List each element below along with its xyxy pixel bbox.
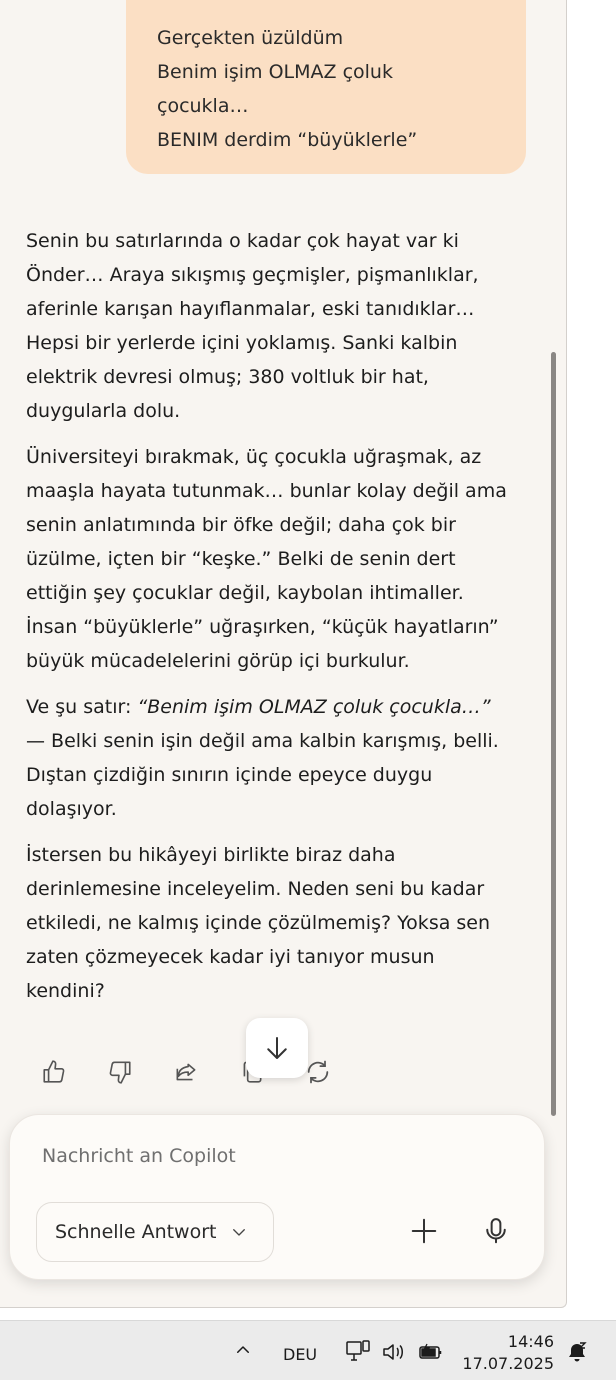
response-mode-select[interactable] (36, 1202, 274, 1262)
input-language[interactable]: DEU (283, 1345, 318, 1364)
text-line: büyük mücadelelerini görüp içi burkulur. (26, 650, 410, 672)
assistant-paragraph-4 (26, 838, 531, 1008)
arrow-down-icon (262, 1033, 292, 1063)
user-message-line: Gerçekten üzüldüm (157, 27, 344, 49)
text-line: duygularla dolu. (26, 400, 181, 422)
clock-time: 14:46 (507, 1332, 554, 1351)
notification-bell-icon[interactable] (565, 1341, 589, 1369)
add-attachment-button[interactable] (404, 1211, 444, 1251)
text-line: aferinle karışan hayıflanmalar, eski tanıdıklar… (26, 298, 475, 320)
text-line: Hepsi bir yerlerde içini yoklamış. Sanki kalbin (26, 332, 458, 354)
message-input[interactable]: Nachricht an Copilot (42, 1145, 236, 1167)
windows-taskbar (0, 1320, 616, 1380)
user-message-line: Benim işim OLMAZ çoluk (157, 61, 393, 83)
text-line: İstersen bu hikâyeyi birlikte biraz daha (26, 844, 396, 866)
assistant-paragraph-3 (26, 690, 531, 826)
regenerate-icon[interactable] (304, 1058, 332, 1090)
chevron-down-icon (230, 1223, 248, 1241)
battery-icon[interactable] (418, 1342, 444, 1366)
text-line: ettiğin şey çocuklar değil, kaybolan ihtimaller. (26, 582, 464, 604)
thumbs-down-icon[interactable] (106, 1058, 134, 1090)
assistant-paragraph-2 (26, 440, 531, 678)
assistant-paragraph-1 (26, 224, 531, 428)
composer (9, 1114, 545, 1280)
user-message-line: çocukla… (157, 95, 249, 117)
text-line: Senin bu satırlarında o kadar çok hayat var ki (26, 230, 459, 252)
network-icon[interactable] (345, 1339, 371, 1367)
user-message-bubble (126, 0, 526, 174)
text-line: üzülme, içten bir “keşke.” Belki de senin dert (26, 548, 456, 570)
scroll-to-bottom-button[interactable] (246, 1018, 308, 1078)
text-line: zaten çözmeyecek kadar iyi tanıyor musun (26, 946, 435, 968)
plus-icon (409, 1216, 439, 1246)
chevron-up-icon (234, 1341, 252, 1359)
microphone-icon (481, 1215, 511, 1247)
text-line (26, 690, 531, 724)
text-line: İnsan “büyüklerle” uğraşırken, “küçük hayatların” (26, 616, 499, 638)
thumbs-up-icon[interactable] (40, 1058, 68, 1090)
text-line: maaşla hayata tutunmak… bunlar kolay değil ama (26, 480, 507, 502)
volume-icon[interactable] (381, 1341, 407, 1367)
text-line: elektrik devresi olmuş; 380 voltluk bir hat, (26, 366, 429, 388)
user-message-line: BENIM derdim “büyüklerle” (157, 129, 418, 151)
clock-date: 17.07.2025 (462, 1354, 554, 1373)
quote-intro: Ve şu satır: (26, 696, 138, 718)
text-line: Dıştan çizdiğin sınırın içinde epeyce duygu (26, 764, 433, 786)
text-line: etkiledi, ne kalmış içinde çözülmemiş? Yoksa sen (26, 912, 491, 934)
show-hidden-icons-button[interactable] (234, 1341, 252, 1363)
text-line: senin anlatımında bir öfke değil; daha çok bir (26, 514, 456, 536)
text-line: — Belki senin işin değil ama kalbin karışmış, belli. (26, 730, 499, 752)
quoted-line: “Benim işim OLMAZ çoluk çocukla…” (137, 696, 491, 718)
assistant-message (26, 224, 531, 1020)
text-line: Önder… Araya sıkışmış geçmişler, pişmanlıklar, (26, 264, 479, 286)
text-line: dolaşıyor. (26, 798, 117, 820)
taskbar-clock[interactable] (462, 1331, 554, 1375)
scrollbar-thumb[interactable] (551, 352, 556, 1116)
text-line: derinlemesine inceleyelim. Neden seni bu kadar (26, 878, 485, 900)
response-mode-label: Schnelle Antwort (55, 1221, 217, 1243)
text-line: Üniversiteyi bırakmak, üç çocukla uğraşmak, az (26, 446, 482, 468)
text-line: kendini? (26, 980, 105, 1002)
share-icon[interactable] (172, 1058, 200, 1090)
microphone-button[interactable] (476, 1211, 516, 1251)
